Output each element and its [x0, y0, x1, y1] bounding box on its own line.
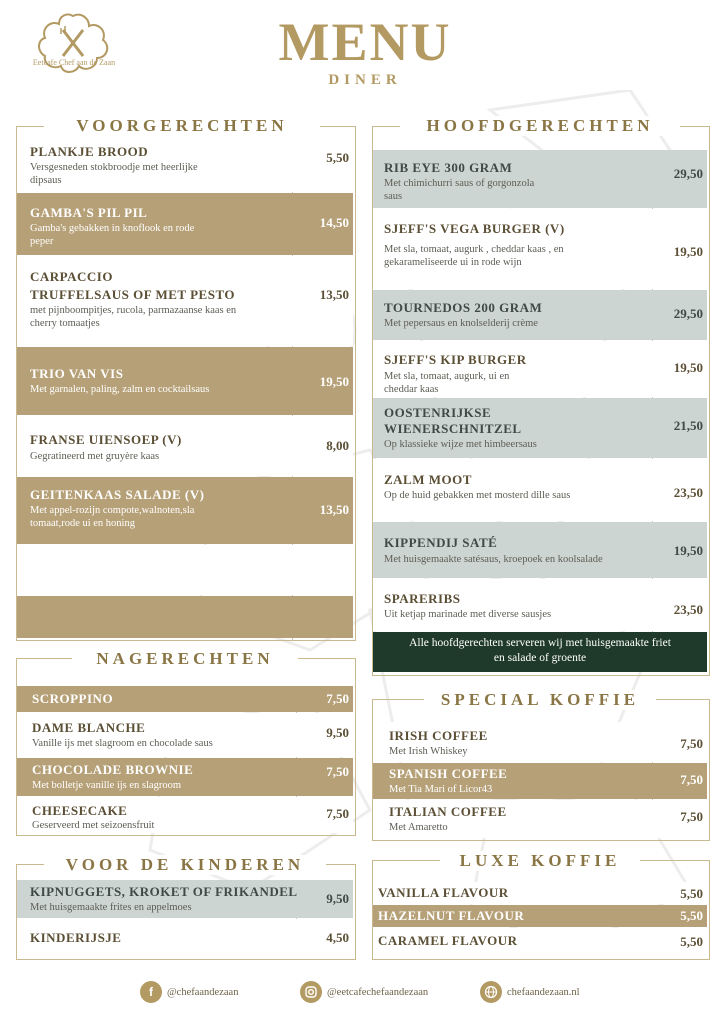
item-price: 5,50 — [680, 908, 703, 923]
item-desc: Met bolletje vanille ijs en slagroom — [32, 780, 182, 791]
item-name: RIB EYE 300 GRAM — [384, 160, 513, 175]
item-price: 9,50 — [326, 725, 349, 740]
item-price: 29,50 — [673, 166, 703, 181]
instagram-handle: @eetcafechefaandezaan — [327, 986, 429, 998]
item-price: 7,50 — [680, 736, 703, 751]
menu-item — [373, 800, 707, 838]
item-price: 19,50 — [673, 360, 703, 375]
item-price: 21,50 — [673, 418, 703, 433]
luxe-koffie-title: LUXE KOFFIE — [440, 851, 640, 871]
item-name: CARAMEL FLAVOUR — [378, 933, 518, 948]
menu-item — [373, 150, 707, 208]
item-price: 7,50 — [326, 764, 349, 779]
item-name: CARPACCIO TRUFFELSAUS OF MET PESTO — [30, 269, 235, 302]
item-name: KIPNUGGETS, KROKET OF FRIKANDEL — [30, 884, 298, 899]
item-price: 5,50 — [680, 934, 703, 949]
item-desc: Met garnalen, paling, zalm en cocktailsaus — [30, 384, 210, 395]
fork-knife-logo-icon — [33, 10, 113, 84]
menu-item — [17, 919, 353, 957]
item-desc: Gamba's gebakken in knoflook en rode peper — [30, 223, 195, 247]
item-name: CHOCOLADE BROWNIE — [32, 762, 194, 777]
item-price: 5,50 — [680, 886, 703, 901]
menu-item — [17, 797, 353, 833]
item-desc: Met appel-rozijn compote,walnoten,sla tomaat,rode ui en honing — [30, 505, 195, 529]
menu-item — [373, 928, 707, 954]
page-title: MENU — [278, 12, 452, 72]
item-desc: Uit ketjap marinade met diverse sausjes — [384, 609, 552, 620]
menu-item — [17, 758, 353, 796]
item-name: CHEESECAKE — [32, 803, 128, 818]
item-name: SJEFF'S VEGA BURGER (V) — [384, 221, 565, 236]
menu-item — [17, 477, 353, 544]
item-desc: Met huisgemaakte satésaus, kroepoek en koolsalade — [384, 554, 603, 565]
item-desc: Met sla, tomaat, augurk, ui en cheddar kaas — [384, 371, 510, 395]
item-name: GAMBA'S PIL PIL — [30, 205, 148, 220]
item-name: IRISH COFFEE — [389, 728, 488, 743]
globe-icon — [480, 981, 502, 1003]
menu-item — [17, 140, 353, 192]
item-price: 8,00 — [326, 438, 349, 453]
item-price: 23,50 — [673, 485, 703, 500]
item-desc: Met Amaretto — [389, 822, 448, 833]
item-price: 4,50 — [326, 930, 349, 945]
item-desc: Op de huid gebakken met mosterd dille saus — [384, 490, 571, 501]
item-desc: Met pepersaus en knolselderij crème — [384, 318, 538, 329]
item-name: DAME BLANCHE — [32, 720, 146, 735]
item-name: FRANSE UIENSOEP (V) — [30, 432, 182, 447]
menu-item — [17, 347, 353, 415]
menu-item — [373, 522, 707, 578]
item-name: KINDERIJSJE — [30, 930, 122, 945]
item-price: 19,50 — [673, 543, 703, 558]
facebook-handle: @chefaandezaan — [167, 986, 239, 998]
menu-item — [373, 905, 707, 927]
hoofdgerechten-note: Alle hoofdgerechten serveren wij met huisgemaakte friet en salade of groente — [373, 632, 707, 672]
menu-item — [373, 459, 707, 521]
item-desc: Versgesneden stokbroodje met heerlijke dipsaus — [30, 162, 198, 186]
menu-item — [17, 416, 353, 476]
kinderen-title: VOOR DE KINDEREN — [44, 855, 326, 875]
item-name: SJEFF'S KIP BURGER — [384, 352, 527, 367]
item-name: KIPPENDIJ SATÉ — [384, 535, 498, 550]
voorgerechten-title: VOORGERECHTEN — [44, 116, 320, 136]
item-name: ZALM MOOT — [384, 472, 472, 487]
menu-item — [17, 256, 353, 346]
item-desc: Met chimichurri saus of gorgonzola saus — [384, 178, 535, 202]
item-price: 7,50 — [326, 806, 349, 821]
menu-item — [373, 341, 707, 397]
logo-text: Eetcafe Chef aan de Zaan — [32, 58, 116, 67]
menu-item — [17, 193, 353, 255]
facebook-link[interactable] — [140, 980, 238, 1004]
item-price: 7,50 — [680, 772, 703, 787]
page-subtitle: DINER — [328, 72, 402, 88]
special-koffie-title: SPECIAL KOFFIE — [424, 690, 656, 710]
item-price: 5,50 — [326, 150, 349, 165]
menu-item — [373, 722, 707, 762]
item-name: VANILLA FLAVOUR — [378, 885, 509, 900]
empty-row — [17, 545, 353, 595]
item-name: HAZELNUT FLAVOUR — [378, 908, 525, 923]
item-desc: met pijnboompitjes, rucola, parmazaanse kaas en cherry tomaatjes — [30, 305, 237, 329]
menu-item — [373, 209, 707, 289]
nagerechten-title: NAGERECHTEN — [72, 649, 298, 669]
item-name: SCROPPINO — [32, 691, 114, 706]
menu-item — [17, 686, 353, 712]
item-desc: Op klassieke wijze met himbeersaus — [384, 439, 537, 450]
item-price: 13,50 — [319, 502, 349, 517]
item-name: PLANKJE BROOD — [30, 144, 149, 159]
item-name: SPANISH COFFEE — [389, 766, 508, 781]
menu-item — [17, 713, 353, 757]
item-desc: Geserveerd met seizoensfruit — [32, 820, 155, 831]
item-desc: Vanille ijs met slagroom en chocolade saus — [32, 738, 213, 749]
item-price: 29,50 — [673, 306, 703, 321]
empty-row — [17, 596, 353, 638]
item-price: 19,50 — [673, 244, 703, 259]
instagram-icon — [300, 981, 322, 1003]
item-price: 19,50 — [319, 374, 349, 389]
item-price: 23,50 — [673, 602, 703, 617]
menu-item — [373, 290, 707, 340]
item-price: 9,50 — [326, 891, 349, 906]
website-link[interactable] — [480, 980, 580, 1004]
item-desc: Gegratineerd met gruyère kaas — [30, 451, 160, 462]
website-url: chefaandezaan.nl — [507, 986, 580, 998]
menu-item — [373, 763, 707, 799]
menu-item — [373, 398, 707, 458]
item-desc: Met huisgemaakte frites en appelmoes — [30, 902, 192, 913]
item-name: ITALIAN COFFEE — [389, 804, 507, 819]
item-name: GEITENKAAS SALADE (V) — [30, 487, 205, 502]
item-desc: Met Tia Mari of Licor43 — [389, 784, 493, 795]
menu-item — [373, 882, 707, 904]
item-name: TOURNEDOS 200 GRAM — [384, 300, 543, 315]
item-desc: Met Irish Whiskey — [389, 746, 468, 757]
item-price: 13,50 — [319, 287, 349, 302]
item-desc: Met sla, tomaat, augurk , cheddar kaas , en gekarameliseerde ui in rode wijn — [384, 244, 564, 268]
hoofdgerechten-title: HOOFDGERECHTEN — [400, 116, 680, 136]
menu-item — [17, 880, 353, 918]
facebook-icon: f — [140, 981, 162, 1003]
item-price: 14,50 — [319, 215, 349, 230]
item-name: OOSTENRIJKSE WIENERSCHNITZEL — [384, 405, 522, 436]
instagram-link[interactable] — [300, 980, 428, 1004]
item-name: TRIO VAN VIS — [30, 366, 124, 381]
item-price: 7,50 — [680, 809, 703, 824]
item-name: SPARERIBS — [384, 591, 461, 606]
item-price: 7,50 — [326, 691, 349, 706]
restaurant-logo — [33, 10, 113, 84]
menu-item — [373, 579, 707, 631]
